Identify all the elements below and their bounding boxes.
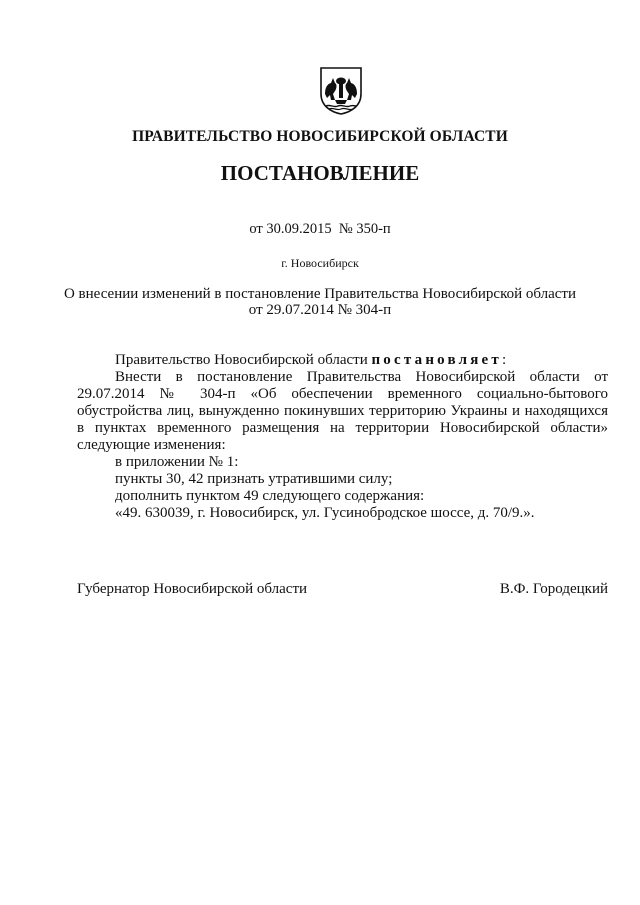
addition-paragraph: дополнить пунктом 49 следующего содержания: bbox=[115, 488, 425, 504]
document-type: ПОСТАНОВЛЕНИЕ bbox=[220, 161, 420, 185]
resolution-intro-text: Правительство Новосибирской области bbox=[115, 352, 372, 368]
document-date: от 30.09.2015 bbox=[249, 221, 332, 237]
new-item-paragraph: «49. 630039, г. Новосибирск, ул. Гусинобродское шоссе, д. 70/9.». bbox=[115, 505, 535, 521]
document-place: г. Новосибирск bbox=[281, 256, 359, 270]
resolution-intro bbox=[77, 352, 608, 369]
document-date-number bbox=[0, 221, 640, 238]
coat-of-arms-icon bbox=[315, 64, 367, 116]
resolution-colon: : bbox=[501, 352, 507, 368]
resolution-verb: постановляет bbox=[371, 352, 502, 368]
signature-block bbox=[77, 581, 608, 598]
signatory-name: В.Ф. Городецкий bbox=[499, 581, 608, 597]
document-body bbox=[77, 352, 608, 522]
appendix-paragraph: в приложении № 1: bbox=[115, 454, 239, 470]
signatory-position: Губернатор Новосибирской области bbox=[77, 581, 308, 597]
government-title: ПРАВИТЕЛЬСТВО НОВОСИБИРСКОЙ ОБЛАСТИ bbox=[132, 128, 508, 145]
subject-line-2: от 29.07.2014 № 304-п bbox=[248, 302, 392, 318]
amendment-paragraph: Внести в постановление Правительства Новосибирской области от 29.07.2014 № 304-п «Об обеспечении временного социально-бытового обустройства лиц, вынужденно покинувших территорию Украины и находящихся в пунктах временного размещения на территории Новосибирской области» следующие изменения: bbox=[77, 369, 608, 453]
document-subject bbox=[0, 286, 640, 318]
subject-line-1: О внесении изменений в постановление Правительства Новосибирской области bbox=[63, 286, 577, 302]
document-number: № 350-п bbox=[338, 221, 391, 237]
repeal-paragraph: пункты 30, 42 признать утратившими силу; bbox=[115, 471, 393, 487]
